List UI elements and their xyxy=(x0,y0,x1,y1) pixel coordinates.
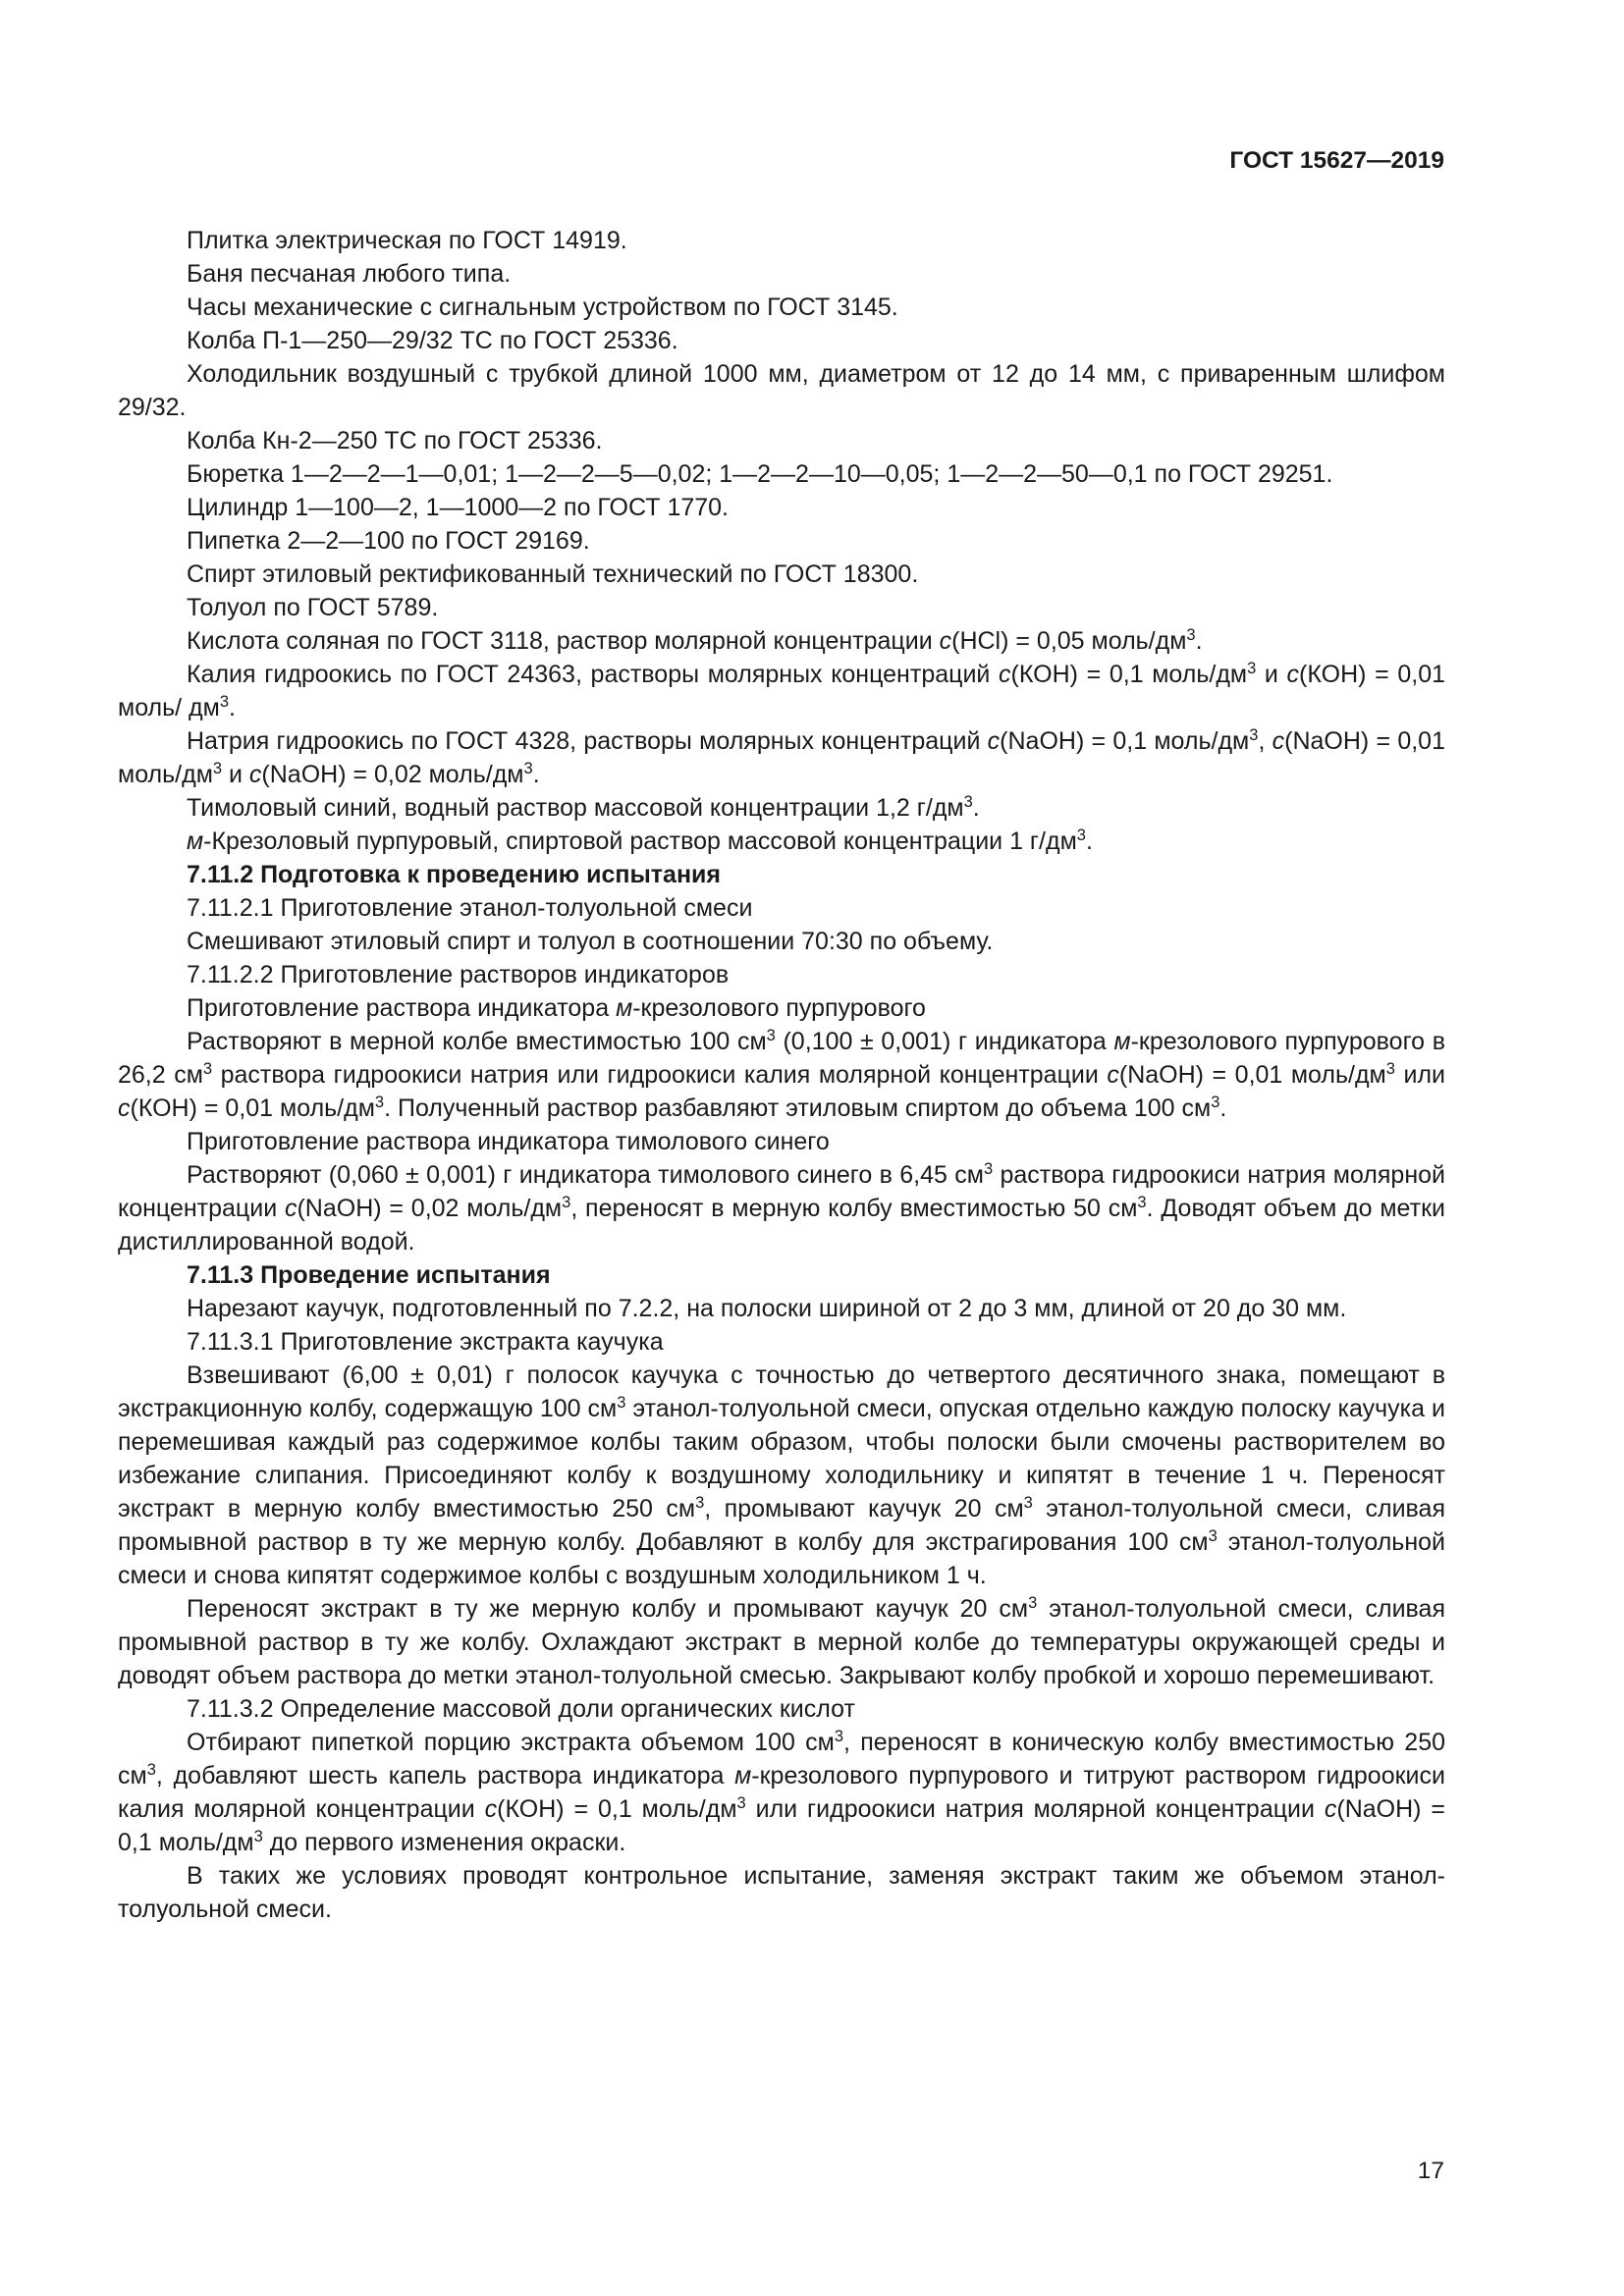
paragraph: 7.11.2.2 Приготовление растворов индикаторов xyxy=(187,961,730,988)
paragraph: Натрия гидроокись по ГОСТ 4328, растворы молярных концентраций с(NaOH) = 0,1 моль/$дм^3$, с(NaOH) = 0,01 моль/$дм^3$ и с(NaOH) = 0,02 моль/$дм^3$. xyxy=(118,725,1445,788)
paragraph: Цилиндр 1—100—2, 1—1000—2 по ГОСТ 1770. xyxy=(187,494,730,521)
paragraph: Бюретка 1—2—2—1—0,01; 1—2—2—5—0,02; 1—2—2—10—0,05; 1—2—2—50—0,1 по ГОСТ 29251. xyxy=(187,460,1333,488)
section-heading: 7.11.2 Подготовка к проведению испытания xyxy=(187,861,722,888)
paragraph: 7.11.3.2 Определение массовой доли органических кислот xyxy=(187,1695,855,1723)
paragraph: Баня песчаная любого типа. xyxy=(187,260,512,288)
document-code: ГОСТ 15627—2019 xyxy=(1229,147,1444,174)
paragraph: Растворяют (0,060 ± 0,001) г индикатора тимолового синего в 6,45 $см^3$ раствора гидроокиси натрия молярной концентрации с(NaOH) = 0,02 моль/$дм^3$, переносят в мерную колбу вместимостью 50 $см^3$. Доводят объем до метки дистиллированной водой. xyxy=(118,1159,1445,1255)
paragraph: Нарезают каучук, подготовленный по 7.2.2, на полоски шириной от 2 до 3 мм, длиной от 20 до 30 мм. xyxy=(187,1295,1347,1322)
paragraph: Колба П-1—250—29/32 ТС по ГОСТ 25336. xyxy=(187,327,678,354)
paragraph: Пипетка 2—2—100 по ГОСТ 29169. xyxy=(187,527,590,555)
paragraph: Толуол по ГОСТ 5789. xyxy=(187,594,439,621)
section-heading: 7.11.3 Проведение испытания xyxy=(187,1261,551,1289)
paragraph: Взвешивают (6,00 ± 0,01) г полосок каучука с точностью до четвертого десятичного знака, помещают в экстракционную колбу, содержащую 100 $см^3$ этанол-толуольной смеси, опуская отдельно каждую полоску каучука и перемешивая каждый раз содержимое колбы таким образом, чтобы полоски были смочены растворителем во избежание слипания. Присоединяют колбу к воздушному холодильнику и кипятят в течение 1 ч. Переносят экстракт в мерную колбу вместимостью 250 $см^3$, промывают каучук 20 $см^3$ этанол-толуольной смеси, сливая промывной раствор в ту же мерную колбу. Добавляют в колбу для экстрагирования 100 $см^3$ этанол-толуольной смеси и снова кипятят содержимое колбы с воздушным холодильником 1 ч. xyxy=(118,1362,1445,1589)
paragraph: Приготовление раствора индикатора тимолового синего xyxy=(187,1128,830,1155)
paragraph: Отбирают пипеткой порцию экстракта объемом 100 $см^3$, переносят в коническую колбу вместимостью 250 $см^3$, добавляют шесть капель раствора индикатора м-крезолового пурпурового и титруют раствором гидроокиси калия молярной концентрации с(КОН) = 0,1 моль/$дм^3$ или гидроокиси натрия молярной концентрации с(NaOH) = 0,1 моль/$дм^3$ до первого изменения окраски. xyxy=(118,1727,1446,1856)
paragraph: Растворяют в мерной колбе вместимостью 100 $см^3$ (0,100 ± 0,001) г индикатора м-крезолового пурпурового в 26,2 $см^3$ раствора гидроокиси натрия или гидроокиси калия молярной концентрации с(NaOH) = 0,01 моль/$дм^3$ или с(КОН) = 0,01 моль/$дм^3$. Полученный раствор разбавляют этиловым спиртом до объема 100 $см^3$. xyxy=(118,1026,1445,1122)
paragraph: Часы механические с сигнальным устройством по ГОСТ 3145. xyxy=(187,294,898,321)
paragraph: м-Крезоловый пурпуровый, спиртовой раствор массовой концентрации 1 $г/дм^3$. xyxy=(187,826,1093,855)
paragraph: Холодильник воздушный с трубкой длиной 1000 мм, диаметром от 12 до 14 мм, с приваренным шлифом 29/32. xyxy=(118,360,1445,421)
paragraph: Тимоловый синий, водный раствор массовой концентрации 1,2 $г/дм^3$. xyxy=(187,792,980,822)
paragraph: Колба Кн-2—250 ТС по ГОСТ 25336. xyxy=(187,427,603,454)
paragraph: Спирт этиловый ректификованный технический по ГОСТ 18300. xyxy=(187,561,919,588)
paragraph: Смешивают этиловый спирт и толуол в соотношении 70:30 по объему. xyxy=(187,928,994,955)
paragraph: Калия гидроокись по ГОСТ 24363, растворы молярных концентраций с(КОН) = 0,1 моль/$дм^3$ и с(КОН) = 0,01 моль/ $дм^3$. xyxy=(118,659,1445,721)
paragraph: Плитка электрическая по ГОСТ 14919. xyxy=(187,227,627,254)
paragraph: 7.11.2.1 Приготовление этанол-толуольной смеси xyxy=(187,894,753,922)
paragraph: В таких же условиях проводят контрольное испытание, заменяя экстракт таким же объемом этанол-толуольной смеси. xyxy=(118,1862,1445,1923)
paragraph: Переносят экстракт в ту же мерную колбу и промывают каучук 20 $см^3$ этанол-толуольной смеси, сливая промывной раствор в ту же колбу. Охлаждают экстракт в мерной колбе до температуры окружающей среды и доводят объем раствора до метки этанол-толуольной смесью. Закрывают колбу пробкой и хорошо перемешивают. xyxy=(118,1593,1445,1689)
document-body xyxy=(118,224,1445,1926)
paragraph: Кислота соляная по ГОСТ 3118, раствор молярной концентрации с(HCl) = 0,05 моль/$дм^3$. xyxy=(187,625,1203,655)
paragraph: 7.11.3.1 Приготовление экстракта каучука xyxy=(187,1328,664,1356)
paragraph: Приготовление раствора индикатора м-крезолового пурпурового xyxy=(187,994,926,1022)
page-number: 17 xyxy=(1417,2158,1444,2184)
